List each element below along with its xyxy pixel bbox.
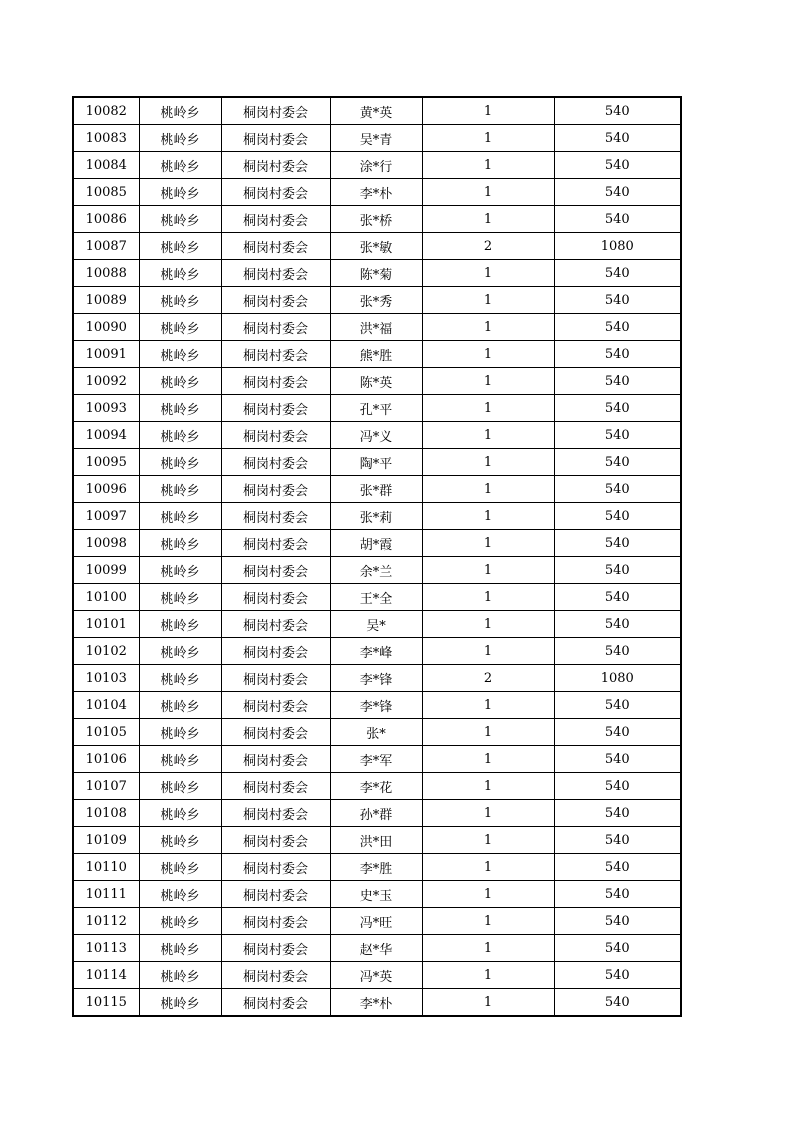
count-cell: 1 [422, 584, 554, 611]
amount-cell: 540 [554, 881, 681, 908]
table-row [73, 395, 681, 422]
record-id-cell: 10101 [73, 611, 139, 638]
name-cell: 张*桥 [330, 206, 422, 233]
count-cell: 1 [422, 287, 554, 314]
name-cell: 吴* [330, 611, 422, 638]
township-cell: 桃岭乡 [139, 746, 221, 773]
table-row [73, 314, 681, 341]
record-id-cell: 10104 [73, 692, 139, 719]
village-committee-cell: 桐岗村委会 [221, 611, 330, 638]
table-row [73, 611, 681, 638]
table-row [73, 800, 681, 827]
name-cell: 史*玉 [330, 881, 422, 908]
amount-cell: 1080 [554, 665, 681, 692]
village-committee-cell: 桐岗村委会 [221, 827, 330, 854]
table-row [73, 773, 681, 800]
name-cell: 李*峰 [330, 638, 422, 665]
village-committee-cell: 桐岗村委会 [221, 233, 330, 260]
village-committee-cell: 桐岗村委会 [221, 584, 330, 611]
table-row [73, 692, 681, 719]
record-id-cell: 10093 [73, 395, 139, 422]
name-cell: 张*莉 [330, 503, 422, 530]
township-cell: 桃岭乡 [139, 719, 221, 746]
township-cell: 桃岭乡 [139, 557, 221, 584]
record-id-cell: 10098 [73, 530, 139, 557]
village-committee-cell: 桐岗村委会 [221, 476, 330, 503]
count-cell: 1 [422, 800, 554, 827]
township-cell: 桃岭乡 [139, 314, 221, 341]
township-cell: 桃岭乡 [139, 908, 221, 935]
village-committee-cell: 桐岗村委会 [221, 719, 330, 746]
amount-cell: 540 [554, 503, 681, 530]
township-cell: 桃岭乡 [139, 503, 221, 530]
count-cell: 1 [422, 557, 554, 584]
name-cell: 洪*田 [330, 827, 422, 854]
name-cell: 孔*平 [330, 395, 422, 422]
table-row [73, 422, 681, 449]
village-committee-cell: 桐岗村委会 [221, 773, 330, 800]
name-cell: 张* [330, 719, 422, 746]
record-id-cell: 10110 [73, 854, 139, 881]
table-row [73, 854, 681, 881]
record-id-cell: 10088 [73, 260, 139, 287]
count-cell: 1 [422, 395, 554, 422]
village-committee-cell: 桐岗村委会 [221, 881, 330, 908]
village-committee-cell: 桐岗村委会 [221, 341, 330, 368]
amount-cell: 540 [554, 314, 681, 341]
amount-cell: 540 [554, 368, 681, 395]
amount-cell: 540 [554, 611, 681, 638]
amount-cell: 540 [554, 341, 681, 368]
township-cell: 桃岭乡 [139, 287, 221, 314]
village-committee-cell: 桐岗村委会 [221, 206, 330, 233]
amount-cell: 540 [554, 584, 681, 611]
township-cell: 桃岭乡 [139, 881, 221, 908]
name-cell: 赵*华 [330, 935, 422, 962]
amount-cell: 540 [554, 530, 681, 557]
amount-cell: 540 [554, 260, 681, 287]
table-row [73, 476, 681, 503]
record-id-cell: 10083 [73, 125, 139, 152]
count-cell: 1 [422, 719, 554, 746]
table-row [73, 881, 681, 908]
count-cell: 2 [422, 665, 554, 692]
township-cell: 桃岭乡 [139, 989, 221, 1017]
village-committee-cell: 桐岗村委会 [221, 665, 330, 692]
township-cell: 桃岭乡 [139, 692, 221, 719]
village-committee-cell: 桐岗村委会 [221, 125, 330, 152]
village-committee-cell: 桐岗村委会 [221, 97, 330, 125]
count-cell: 2 [422, 233, 554, 260]
table-row [73, 179, 681, 206]
name-cell: 李*军 [330, 746, 422, 773]
name-cell: 李*朴 [330, 989, 422, 1017]
village-committee-cell: 桐岗村委会 [221, 557, 330, 584]
record-id-cell: 10086 [73, 206, 139, 233]
record-id-cell: 10106 [73, 746, 139, 773]
name-cell: 黄*英 [330, 97, 422, 125]
amount-cell: 540 [554, 827, 681, 854]
amount-cell: 1080 [554, 233, 681, 260]
name-cell: 张*群 [330, 476, 422, 503]
record-id-cell: 10103 [73, 665, 139, 692]
record-id-cell: 10102 [73, 638, 139, 665]
table-row [73, 827, 681, 854]
count-cell: 1 [422, 206, 554, 233]
table-row [73, 97, 681, 125]
township-cell: 桃岭乡 [139, 773, 221, 800]
record-id-cell: 10099 [73, 557, 139, 584]
table-row [73, 584, 681, 611]
township-cell: 桃岭乡 [139, 206, 221, 233]
name-cell: 李*朴 [330, 179, 422, 206]
village-committee-cell: 桐岗村委会 [221, 692, 330, 719]
amount-cell: 540 [554, 557, 681, 584]
count-cell: 1 [422, 935, 554, 962]
record-id-cell: 10095 [73, 449, 139, 476]
village-committee-cell: 桐岗村委会 [221, 395, 330, 422]
count-cell: 1 [422, 314, 554, 341]
record-id-cell: 10084 [73, 152, 139, 179]
township-cell: 桃岭乡 [139, 827, 221, 854]
amount-cell: 540 [554, 800, 681, 827]
amount-cell: 540 [554, 395, 681, 422]
township-cell: 桃岭乡 [139, 584, 221, 611]
count-cell: 1 [422, 503, 554, 530]
count-cell: 1 [422, 422, 554, 449]
township-cell: 桃岭乡 [139, 935, 221, 962]
amount-cell: 540 [554, 773, 681, 800]
table-row [73, 125, 681, 152]
record-id-cell: 10096 [73, 476, 139, 503]
count-cell: 1 [422, 530, 554, 557]
township-cell: 桃岭乡 [139, 530, 221, 557]
roster-table [72, 96, 682, 1017]
count-cell: 1 [422, 962, 554, 989]
township-cell: 桃岭乡 [139, 854, 221, 881]
name-cell: 陶*平 [330, 449, 422, 476]
table-row [73, 152, 681, 179]
record-id-cell: 10091 [73, 341, 139, 368]
count-cell: 1 [422, 908, 554, 935]
count-cell: 1 [422, 97, 554, 125]
name-cell: 陈*菊 [330, 260, 422, 287]
village-committee-cell: 桐岗村委会 [221, 962, 330, 989]
township-cell: 桃岭乡 [139, 962, 221, 989]
name-cell: 张*敏 [330, 233, 422, 260]
count-cell: 1 [422, 989, 554, 1017]
township-cell: 桃岭乡 [139, 152, 221, 179]
table-row [73, 287, 681, 314]
amount-cell: 540 [554, 287, 681, 314]
amount-cell: 540 [554, 179, 681, 206]
name-cell: 孙*群 [330, 800, 422, 827]
village-committee-cell: 桐岗村委会 [221, 260, 330, 287]
village-committee-cell: 桐岗村委会 [221, 287, 330, 314]
village-committee-cell: 桐岗村委会 [221, 746, 330, 773]
name-cell: 张*秀 [330, 287, 422, 314]
village-committee-cell: 桐岗村委会 [221, 908, 330, 935]
count-cell: 1 [422, 179, 554, 206]
amount-cell: 540 [554, 962, 681, 989]
count-cell: 1 [422, 611, 554, 638]
township-cell: 桃岭乡 [139, 611, 221, 638]
roster-body [73, 97, 681, 1016]
amount-cell: 540 [554, 97, 681, 125]
amount-cell: 540 [554, 935, 681, 962]
village-committee-cell: 桐岗村委会 [221, 422, 330, 449]
count-cell: 1 [422, 152, 554, 179]
table-row [73, 368, 681, 395]
village-committee-cell: 桐岗村委会 [221, 314, 330, 341]
name-cell: 涂*行 [330, 152, 422, 179]
village-committee-cell: 桐岗村委会 [221, 530, 330, 557]
name-cell: 余*兰 [330, 557, 422, 584]
name-cell: 胡*霞 [330, 530, 422, 557]
village-committee-cell: 桐岗村委会 [221, 368, 330, 395]
village-committee-cell: 桐岗村委会 [221, 152, 330, 179]
township-cell: 桃岭乡 [139, 179, 221, 206]
table-row [73, 206, 681, 233]
record-id-cell: 10111 [73, 881, 139, 908]
record-id-cell: 10082 [73, 97, 139, 125]
table-row [73, 260, 681, 287]
amount-cell: 540 [554, 989, 681, 1017]
name-cell: 李*锋 [330, 665, 422, 692]
amount-cell: 540 [554, 719, 681, 746]
name-cell: 李*胜 [330, 854, 422, 881]
count-cell: 1 [422, 773, 554, 800]
village-committee-cell: 桐岗村委会 [221, 503, 330, 530]
name-cell: 李*锋 [330, 692, 422, 719]
record-id-cell: 10085 [73, 179, 139, 206]
table-row [73, 989, 681, 1017]
record-id-cell: 10100 [73, 584, 139, 611]
count-cell: 1 [422, 341, 554, 368]
count-cell: 1 [422, 449, 554, 476]
amount-cell: 540 [554, 908, 681, 935]
amount-cell: 540 [554, 125, 681, 152]
village-committee-cell: 桐岗村委会 [221, 800, 330, 827]
village-committee-cell: 桐岗村委会 [221, 935, 330, 962]
amount-cell: 540 [554, 422, 681, 449]
township-cell: 桃岭乡 [139, 368, 221, 395]
count-cell: 1 [422, 125, 554, 152]
table-row [73, 449, 681, 476]
village-committee-cell: 桐岗村委会 [221, 989, 330, 1017]
name-cell: 陈*英 [330, 368, 422, 395]
count-cell: 1 [422, 881, 554, 908]
count-cell: 1 [422, 638, 554, 665]
record-id-cell: 10114 [73, 962, 139, 989]
record-id-cell: 10105 [73, 719, 139, 746]
record-id-cell: 10097 [73, 503, 139, 530]
village-committee-cell: 桐岗村委会 [221, 449, 330, 476]
name-cell: 吴*青 [330, 125, 422, 152]
record-id-cell: 10090 [73, 314, 139, 341]
village-committee-cell: 桐岗村委会 [221, 638, 330, 665]
township-cell: 桃岭乡 [139, 476, 221, 503]
table-row [73, 341, 681, 368]
record-id-cell: 10094 [73, 422, 139, 449]
township-cell: 桃岭乡 [139, 395, 221, 422]
amount-cell: 540 [554, 152, 681, 179]
amount-cell: 540 [554, 638, 681, 665]
table-row [73, 935, 681, 962]
amount-cell: 540 [554, 206, 681, 233]
township-cell: 桃岭乡 [139, 665, 221, 692]
township-cell: 桃岭乡 [139, 638, 221, 665]
township-cell: 桃岭乡 [139, 800, 221, 827]
name-cell: 王*全 [330, 584, 422, 611]
township-cell: 桃岭乡 [139, 422, 221, 449]
record-id-cell: 10108 [73, 800, 139, 827]
record-id-cell: 10109 [73, 827, 139, 854]
table-row [73, 665, 681, 692]
count-cell: 1 [422, 827, 554, 854]
table-row [73, 962, 681, 989]
record-id-cell: 10089 [73, 287, 139, 314]
table-row [73, 503, 681, 530]
amount-cell: 540 [554, 476, 681, 503]
record-id-cell: 10112 [73, 908, 139, 935]
count-cell: 1 [422, 746, 554, 773]
village-committee-cell: 桐岗村委会 [221, 854, 330, 881]
name-cell: 洪*福 [330, 314, 422, 341]
name-cell: 熊*胜 [330, 341, 422, 368]
record-id-cell: 10087 [73, 233, 139, 260]
count-cell: 1 [422, 260, 554, 287]
table-row [73, 233, 681, 260]
amount-cell: 540 [554, 692, 681, 719]
township-cell: 桃岭乡 [139, 449, 221, 476]
record-id-cell: 10092 [73, 368, 139, 395]
township-cell: 桃岭乡 [139, 125, 221, 152]
count-cell: 1 [422, 368, 554, 395]
record-id-cell: 10115 [73, 989, 139, 1017]
record-id-cell: 10107 [73, 773, 139, 800]
table-row [73, 746, 681, 773]
count-cell: 1 [422, 692, 554, 719]
name-cell: 冯*义 [330, 422, 422, 449]
township-cell: 桃岭乡 [139, 260, 221, 287]
township-cell: 桃岭乡 [139, 97, 221, 125]
record-id-cell: 10113 [73, 935, 139, 962]
amount-cell: 540 [554, 449, 681, 476]
name-cell: 李*花 [330, 773, 422, 800]
amount-cell: 540 [554, 746, 681, 773]
township-cell: 桃岭乡 [139, 341, 221, 368]
count-cell: 1 [422, 476, 554, 503]
table-row [73, 557, 681, 584]
amount-cell: 540 [554, 854, 681, 881]
table-row [73, 719, 681, 746]
name-cell: 冯*旺 [330, 908, 422, 935]
village-committee-cell: 桐岗村委会 [221, 179, 330, 206]
table-row [73, 638, 681, 665]
township-cell: 桃岭乡 [139, 233, 221, 260]
count-cell: 1 [422, 854, 554, 881]
name-cell: 冯*英 [330, 962, 422, 989]
table-row [73, 908, 681, 935]
table-row [73, 530, 681, 557]
